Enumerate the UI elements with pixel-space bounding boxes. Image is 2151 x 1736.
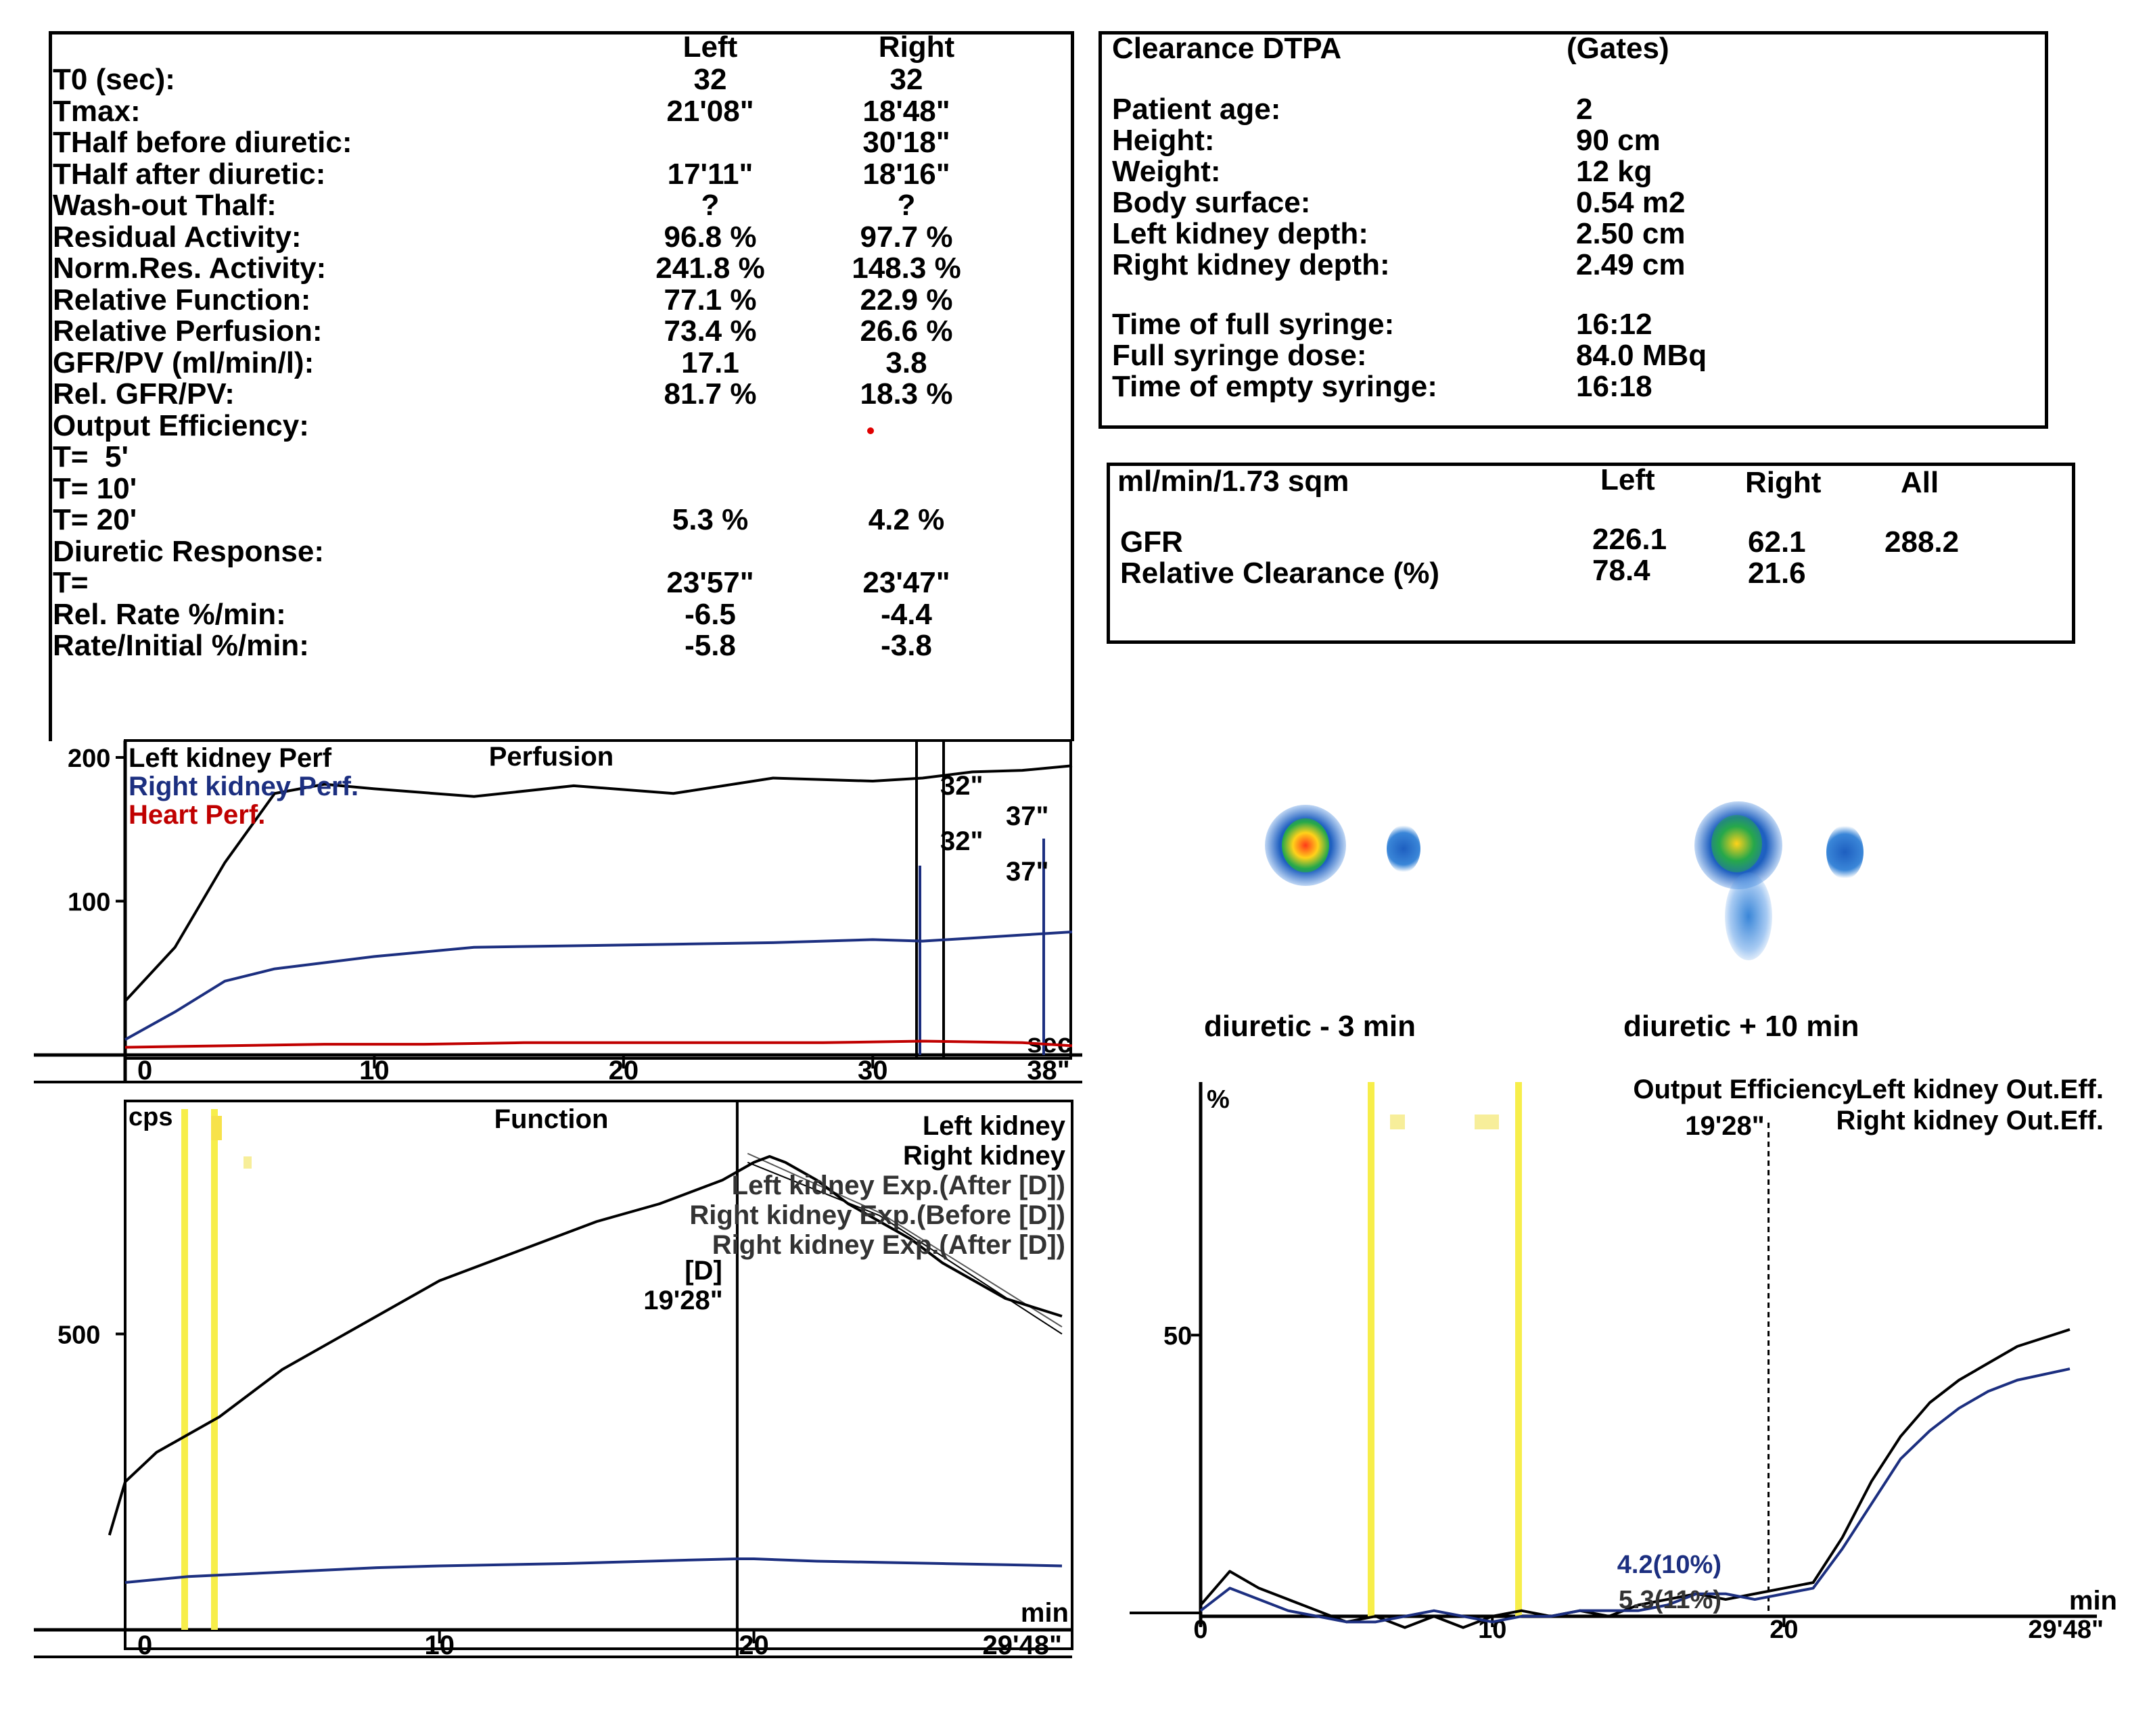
summary-row-left: 241.8 % [655,252,765,285]
clearance-row-value: 90 cm [1576,124,1661,157]
gfr-row-right: 21.6 [1748,557,1806,590]
legend-entry: Left kidney Exp.(After [D]) [731,1171,1065,1200]
summary-row-right: 3.8 [885,346,927,379]
summary-row-label: T= 10' [53,471,137,505]
x-tick-label: 10 [1478,1616,1507,1644]
x-tick-label: 10 [359,1056,390,1085]
function-chart [27,1096,1082,1718]
yellow-marker-blob [244,1156,252,1169]
gfr-row-left: 78.4 [1592,554,1650,587]
gfr-row-left: 226.1 [1592,523,1667,556]
x-tick-label: 38" [1027,1056,1070,1085]
clearance-row-value: 16:12 [1576,308,1652,341]
chart-title: Function [494,1104,609,1134]
marker-label: 37" [1006,857,1049,887]
marker-time: 19'28" [1685,1111,1765,1141]
yellow-marker-blob [1390,1115,1405,1129]
summary-row-left: 5.3 % [672,503,749,536]
clearance-row-label: Height: [1112,124,1215,157]
clearance-row-value: 2.49 cm [1576,248,1686,281]
summary-row-right: 18'48" [862,94,950,128]
summary-row-left: 17'11" [667,157,754,191]
clearance-row-label: Body surface: [1112,186,1311,219]
marker-label: 32" [940,771,984,801]
y-unit-label: % [1207,1085,1230,1114]
series-line [125,932,1072,1039]
diuretic-label: [D] [685,1256,722,1286]
summary-row-right: -3.8 [881,629,932,662]
summary-row-label: Rel. GFR/PV: [53,377,235,410]
perfusion-chart [27,737,1082,1102]
summary-row-label: T0 (sec): [53,63,175,96]
summary-row-right: 26.6 % [860,314,953,348]
chart-title: Output Efficiency [1633,1075,1857,1104]
gfr-unit: ml/min/1.73 sqm [1117,465,1349,498]
summary-row-label: Residual Activity: [53,220,302,254]
renogram-image-1 [1245,784,1448,920]
y-unit-label: cps [129,1103,173,1131]
gfr-col-left: Left [1600,463,1655,496]
clearance-row-label: Left kidney depth: [1112,217,1368,250]
chart-title: Perfusion [488,742,614,772]
clearance-title: Clearance DTPA [1112,32,1342,65]
gfr-col-all: All [1901,466,1939,499]
gfr-row-all: 288.2 [1884,525,1960,559]
x-tick-label: 0 [137,1056,153,1085]
summary-row-label: T= 20' [53,503,137,536]
legend-entry: Left kidney Out.Eff. [1855,1075,2104,1104]
summary-row-right: 18.3 % [860,377,953,410]
clearance-row-value: 84.0 MBq [1576,339,1707,372]
summary-row-label: THalf before diuretic: [53,126,352,159]
output-efficiency-chart [1123,1069,2124,1718]
diuretic-time: 19'28" [643,1286,723,1315]
clearance-row-label: Weight: [1112,155,1221,188]
summary-row-label: Tmax: [53,94,141,128]
legend-entry: Right kidney [902,1141,1065,1171]
summary-row-right: 97.7 % [860,220,953,254]
scan-left-kidney-core [1711,815,1762,872]
marker-label: 37" [1006,801,1049,831]
summary-row-left: 73.4 % [664,314,757,348]
x-unit-label: sec [1027,1029,1072,1058]
summary-row-right: 23'47" [862,566,950,599]
legend-entry: Heart Perf. [129,800,266,830]
gfr-row-label: Relative Clearance (%) [1120,557,1439,590]
clearance-row-label: Patient age: [1112,93,1281,126]
clearance-row-value: 0.54 m2 [1576,186,1686,219]
x-tick-label: 20 [608,1056,639,1085]
x-tick-label: 0 [137,1631,153,1660]
red-dot-marker [867,427,874,434]
summary-row-label: Relative Function: [53,283,311,316]
yellow-marker-line [1368,1082,1374,1616]
summary-col-left: Left [683,30,738,64]
summary-row-label: Output Efficiency: [53,408,309,442]
summary-row-left: -5.8 [685,629,736,662]
x-tick-label: 10 [424,1631,455,1660]
y-tick-label: 50 [1163,1322,1193,1351]
x-unit-label: min [1020,1598,1069,1628]
clearance-row-value: 2.50 cm [1576,217,1686,250]
yellow-marker-line [1515,1082,1522,1616]
x-tick-label: 29'48" [2028,1616,2104,1644]
legend-entry: Right kidney Exp.(After [D]) [712,1230,1065,1260]
clearance-row-label: Full syringe dose: [1112,339,1367,372]
summary-row-left: 23'57" [666,566,754,599]
summary-row-label: Diuretic Response: [53,534,324,568]
summary-row-label: Rel. Rate %/min: [53,597,286,631]
series-line [1201,1330,2070,1628]
summary-row-label: Wash-out Thalf: [53,189,277,222]
summary-row-label: Norm.Res. Activity: [53,252,327,285]
clearance-method: (Gates) [1567,32,1669,65]
scan-left-kidney-core [1282,818,1329,872]
summary-row-left: ? [701,189,720,222]
summary-row-right: 18'16" [862,157,950,191]
summary-row-right: 148.3 % [852,252,961,285]
summary-row-left: 32 [693,63,727,96]
x-tick-label: 29'48" [982,1631,1062,1660]
series-line [1201,1369,2070,1622]
marker-label: 32" [940,826,984,856]
summary-row-label: Relative Perfusion: [53,314,323,348]
clearance-row-label: Time of empty syringe: [1112,370,1437,403]
yellow-marker-line [211,1109,218,1630]
summary-row-right: 4.2 % [868,503,945,536]
summary-row-right: 30'18" [862,126,950,159]
summary-row-right: 22.9 % [860,283,953,316]
clearance-row-label: Time of full syringe: [1112,308,1395,341]
summary-row-label: Rate/Initial %/min: [53,629,309,662]
scan-caption-2: diuretic + 10 min [1623,1010,1859,1043]
scan-caption-1: diuretic - 3 min [1204,1010,1416,1043]
clearance-row-value: 2 [1576,93,1593,126]
yellow-marker-blob [211,1116,222,1140]
gfr-col-right: Right [1745,466,1822,499]
legend-entry: Left kidney [922,1111,1065,1141]
scan-right-kidney [1387,825,1420,872]
x-tick-label: 30 [858,1056,888,1085]
gfr-row-right: 62.1 [1748,525,1806,559]
x-tick-label: 20 [1770,1616,1799,1644]
clearance-row-value: 16:18 [1576,370,1652,403]
series-line [125,1041,1072,1048]
clearance-row-label: Right kidney depth: [1112,248,1390,281]
summary-row-left: 81.7 % [664,377,757,410]
y-tick-label: 200 [68,745,111,773]
clearance-row-value: 12 kg [1576,155,1652,188]
point-label: 5.3(11%) [1618,1586,1721,1614]
summary-row-right: ? [897,189,916,222]
legend-entry: Right kidney Perf. [129,772,359,801]
summary-row-label: T= 5' [53,440,129,473]
series-line [125,1559,1062,1582]
summary-row-left: 96.8 % [664,220,757,254]
summary-col-right: Right [878,30,955,64]
scan-ureter [1725,872,1772,960]
summary-row-label: GFR/PV (ml/min/l): [53,346,315,379]
summary-row-left: 77.1 % [664,283,757,316]
summary-row-right: -4.4 [881,597,932,631]
summary-row-left: 21'08" [666,94,754,128]
summary-row-label: T= [53,566,89,599]
scan-right-kidney [1826,825,1864,879]
gfr-row-label: GFR [1120,525,1183,559]
renogram-image-2 [1678,784,1880,960]
yellow-marker-blob [1475,1115,1499,1129]
legend-entry: Right kidney Exp.(Before [D]) [689,1200,1065,1230]
y-tick-label: 100 [68,888,111,917]
point-label: 4.2(10%) [1617,1551,1721,1579]
x-tick-label: 0 [1193,1616,1208,1644]
x-unit-label: min [2068,1586,2117,1616]
legend-entry: Left kidney Perf [129,743,332,773]
yellow-marker-line [181,1109,188,1630]
summary-row-left: 17.1 [681,346,739,379]
summary-row-label: THalf after diuretic: [53,157,326,191]
y-tick-label: 500 [57,1321,101,1350]
summary-row-left: -6.5 [685,597,736,631]
legend-entry: Right kidney Out.Eff. [1836,1106,2104,1135]
summary-row-right: 32 [889,63,923,96]
x-tick-label: 20 [739,1631,769,1660]
